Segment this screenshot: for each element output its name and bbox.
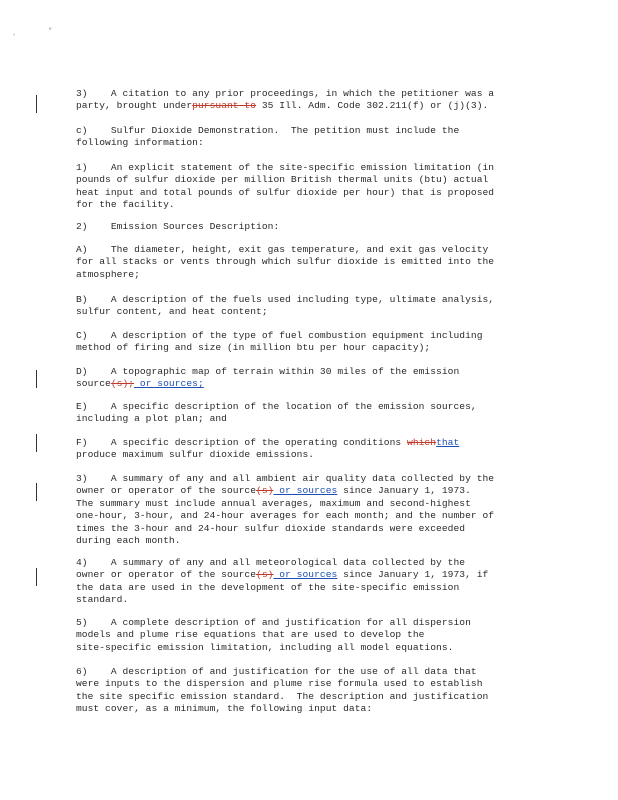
paragraph-operating-conditions: F) A specific description of the operating conditions whichthat produce maximum sulfur dioxide emissions. (76, 437, 460, 461)
deleted-text: (s); (110, 378, 135, 390)
paragraph-stack-diameter: A) The diameter, height, exit gas temperature, and exit gas velocity for all stacks or vents through which sulfur dioxide is emitted into the atmosphere; (76, 244, 495, 280)
paragraph-dispersion-models: 5) A complete description of and justification for all dispersion models and plume rise equations that are used to develop the site-specific emission limitation, including all model equations. (76, 617, 471, 653)
deleted-text: (s) (256, 485, 274, 497)
inserted-text: or sources; (134, 378, 204, 390)
deleted-text: which (407, 437, 437, 448)
deleted-text: (s) (256, 569, 274, 581)
paragraph-combustion-equipment: C) A description of the type of fuel combustion equipment including method of firing and size (in million btu per hour capacity); (76, 330, 483, 354)
change-bar (36, 434, 37, 452)
deleted-text: pursuant to (192, 100, 257, 112)
change-bar (36, 568, 37, 586)
paragraph-prior-proceedings: 3) A citation to any prior proceedings, in which the petitioner was a party, brought underpursuant to 35 Ill. Adm. Code 302.211(f) or (j)(3). (76, 88, 495, 112)
change-bar (36, 95, 37, 113)
change-bar (36, 370, 37, 388)
paragraph-emission-limitation: 1) An explicit statement of the site-specific emission limitation (in pounds of sulfur dioxide per million British thermal units (btu) actual heat input and total pounds of sulfur dioxide per hour) that is proposed for the facility. (76, 162, 495, 211)
paragraph-fuels-description: B) A description of the fuels used including type, ultimate analysis, sulfur content, and heat content; (76, 294, 495, 318)
inserted-text: or sources (273, 485, 338, 497)
paragraph-topographic-map: D) A topographic map of terrain within 30 miles of the emission source(s); or sources; (76, 366, 460, 390)
inserted-text: that (436, 437, 460, 448)
paragraph-input-data: 6) A description of and justification for the use of all data that were inputs to the dispersion and plume rise formula used to establish the site specific emission standard. The description and justification must cover, as a minimum, the following input data: (76, 666, 489, 715)
change-bar (36, 483, 37, 501)
inserted-text: or sources (273, 569, 338, 581)
paragraph-sulfur-dioxide-demonstration: c) Sulfur Dioxide Demonstration. The petition must include the following information: (76, 125, 460, 149)
paragraph-meteorological-data: 4) A summary of any and all meteorological data collected by the owner or operator of the source(s) or sources since January 1, 1973, if the data are used in the development of the site-specific emission standard. (76, 557, 489, 606)
scan-mark: " (48, 28, 53, 36)
paragraph-location-description: E) A specific description of the location of the emission sources, including a plot plan; and (76, 401, 477, 425)
paragraph-emission-sources-description: 2) Emission Sources Description: (76, 221, 280, 232)
scan-mark: ' (12, 34, 17, 42)
paragraph-ambient-air-quality: 3) A summary of any and all ambient air quality data collected by the owner or operator of the source(s) or sources since January 1, 1973. The summary must include annual averages, maximum and second-highest one-hour, 3-hour, and 24-hour averages for each month; and the number of times the 3-hour and 24-hour sulfur dioxide standards were exceeded during each month. (76, 473, 495, 547)
